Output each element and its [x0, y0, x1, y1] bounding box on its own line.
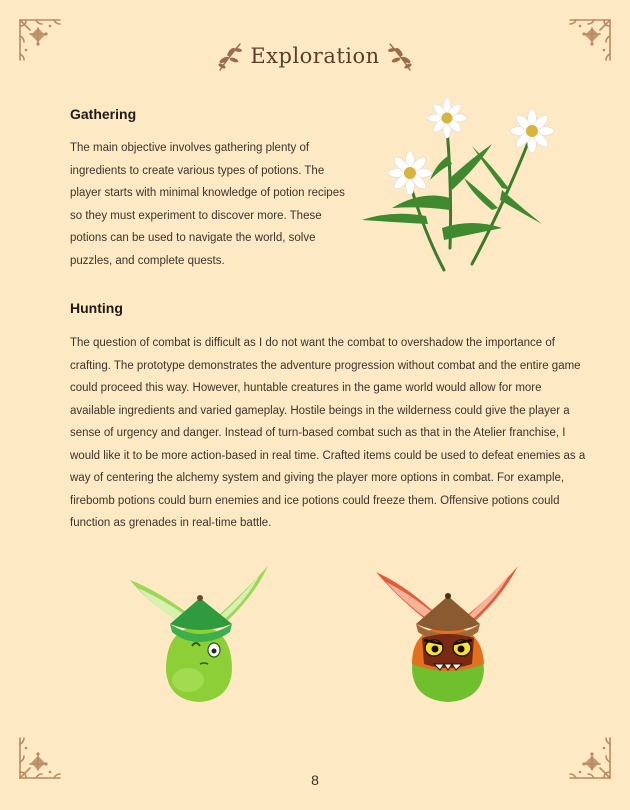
leaf-sprig-icon [214, 38, 244, 74]
gathering-paragraph: The main objective involves gathering plenty of ingredients to create various types of potions. The player starts with minimal knowledge of potion recipes so they must experiment to discover more. These potions can be used to navigate the world, solve puzzles, and complete quests. [70, 142, 345, 267]
ornamental-corner-icon [16, 734, 64, 782]
daisy-head [427, 98, 467, 138]
title-block [215, 34, 415, 78]
hunting-paragraph: The question of combat is difficult as I do not want the combat to overshadow the importance of crafting. The prototype demonstrates the adventure progression without combat and the entire game could proceed this way. However, huntable creatures in the game world would allow for more available ingredients and varied gameplay. Hostile beings in the wilderness could give the player a sense of urgency and danger. Instead of turn-based combat such as that in the Atelier franchise, I would like it to be more action-based in real time. Crafted items could be used to defeat enemies as a way of centering the alchemy system and giving the player more options in combat. For example, firebomb potions could burn enemies and ice potions could freeze them. Offensive potions could function as grenades in real-time battle. [70, 337, 586, 529]
leaf-sprig-icon [386, 38, 416, 74]
angry-red-sprout-creature [372, 560, 522, 706]
page-title: Exploration [250, 44, 380, 68]
page-number: 8 [311, 772, 319, 788]
gathering-heading: Gathering [70, 106, 137, 122]
ornamental-corner-icon [16, 16, 64, 64]
daisy-head [388, 151, 432, 195]
daisy-head [510, 109, 554, 153]
ornamental-corner-icon [566, 734, 614, 782]
daisy-flower-illustration [352, 98, 568, 276]
green-sprout-creature [126, 560, 272, 706]
ornamental-corner-icon [566, 16, 614, 64]
hunting-heading: Hunting [70, 300, 123, 316]
